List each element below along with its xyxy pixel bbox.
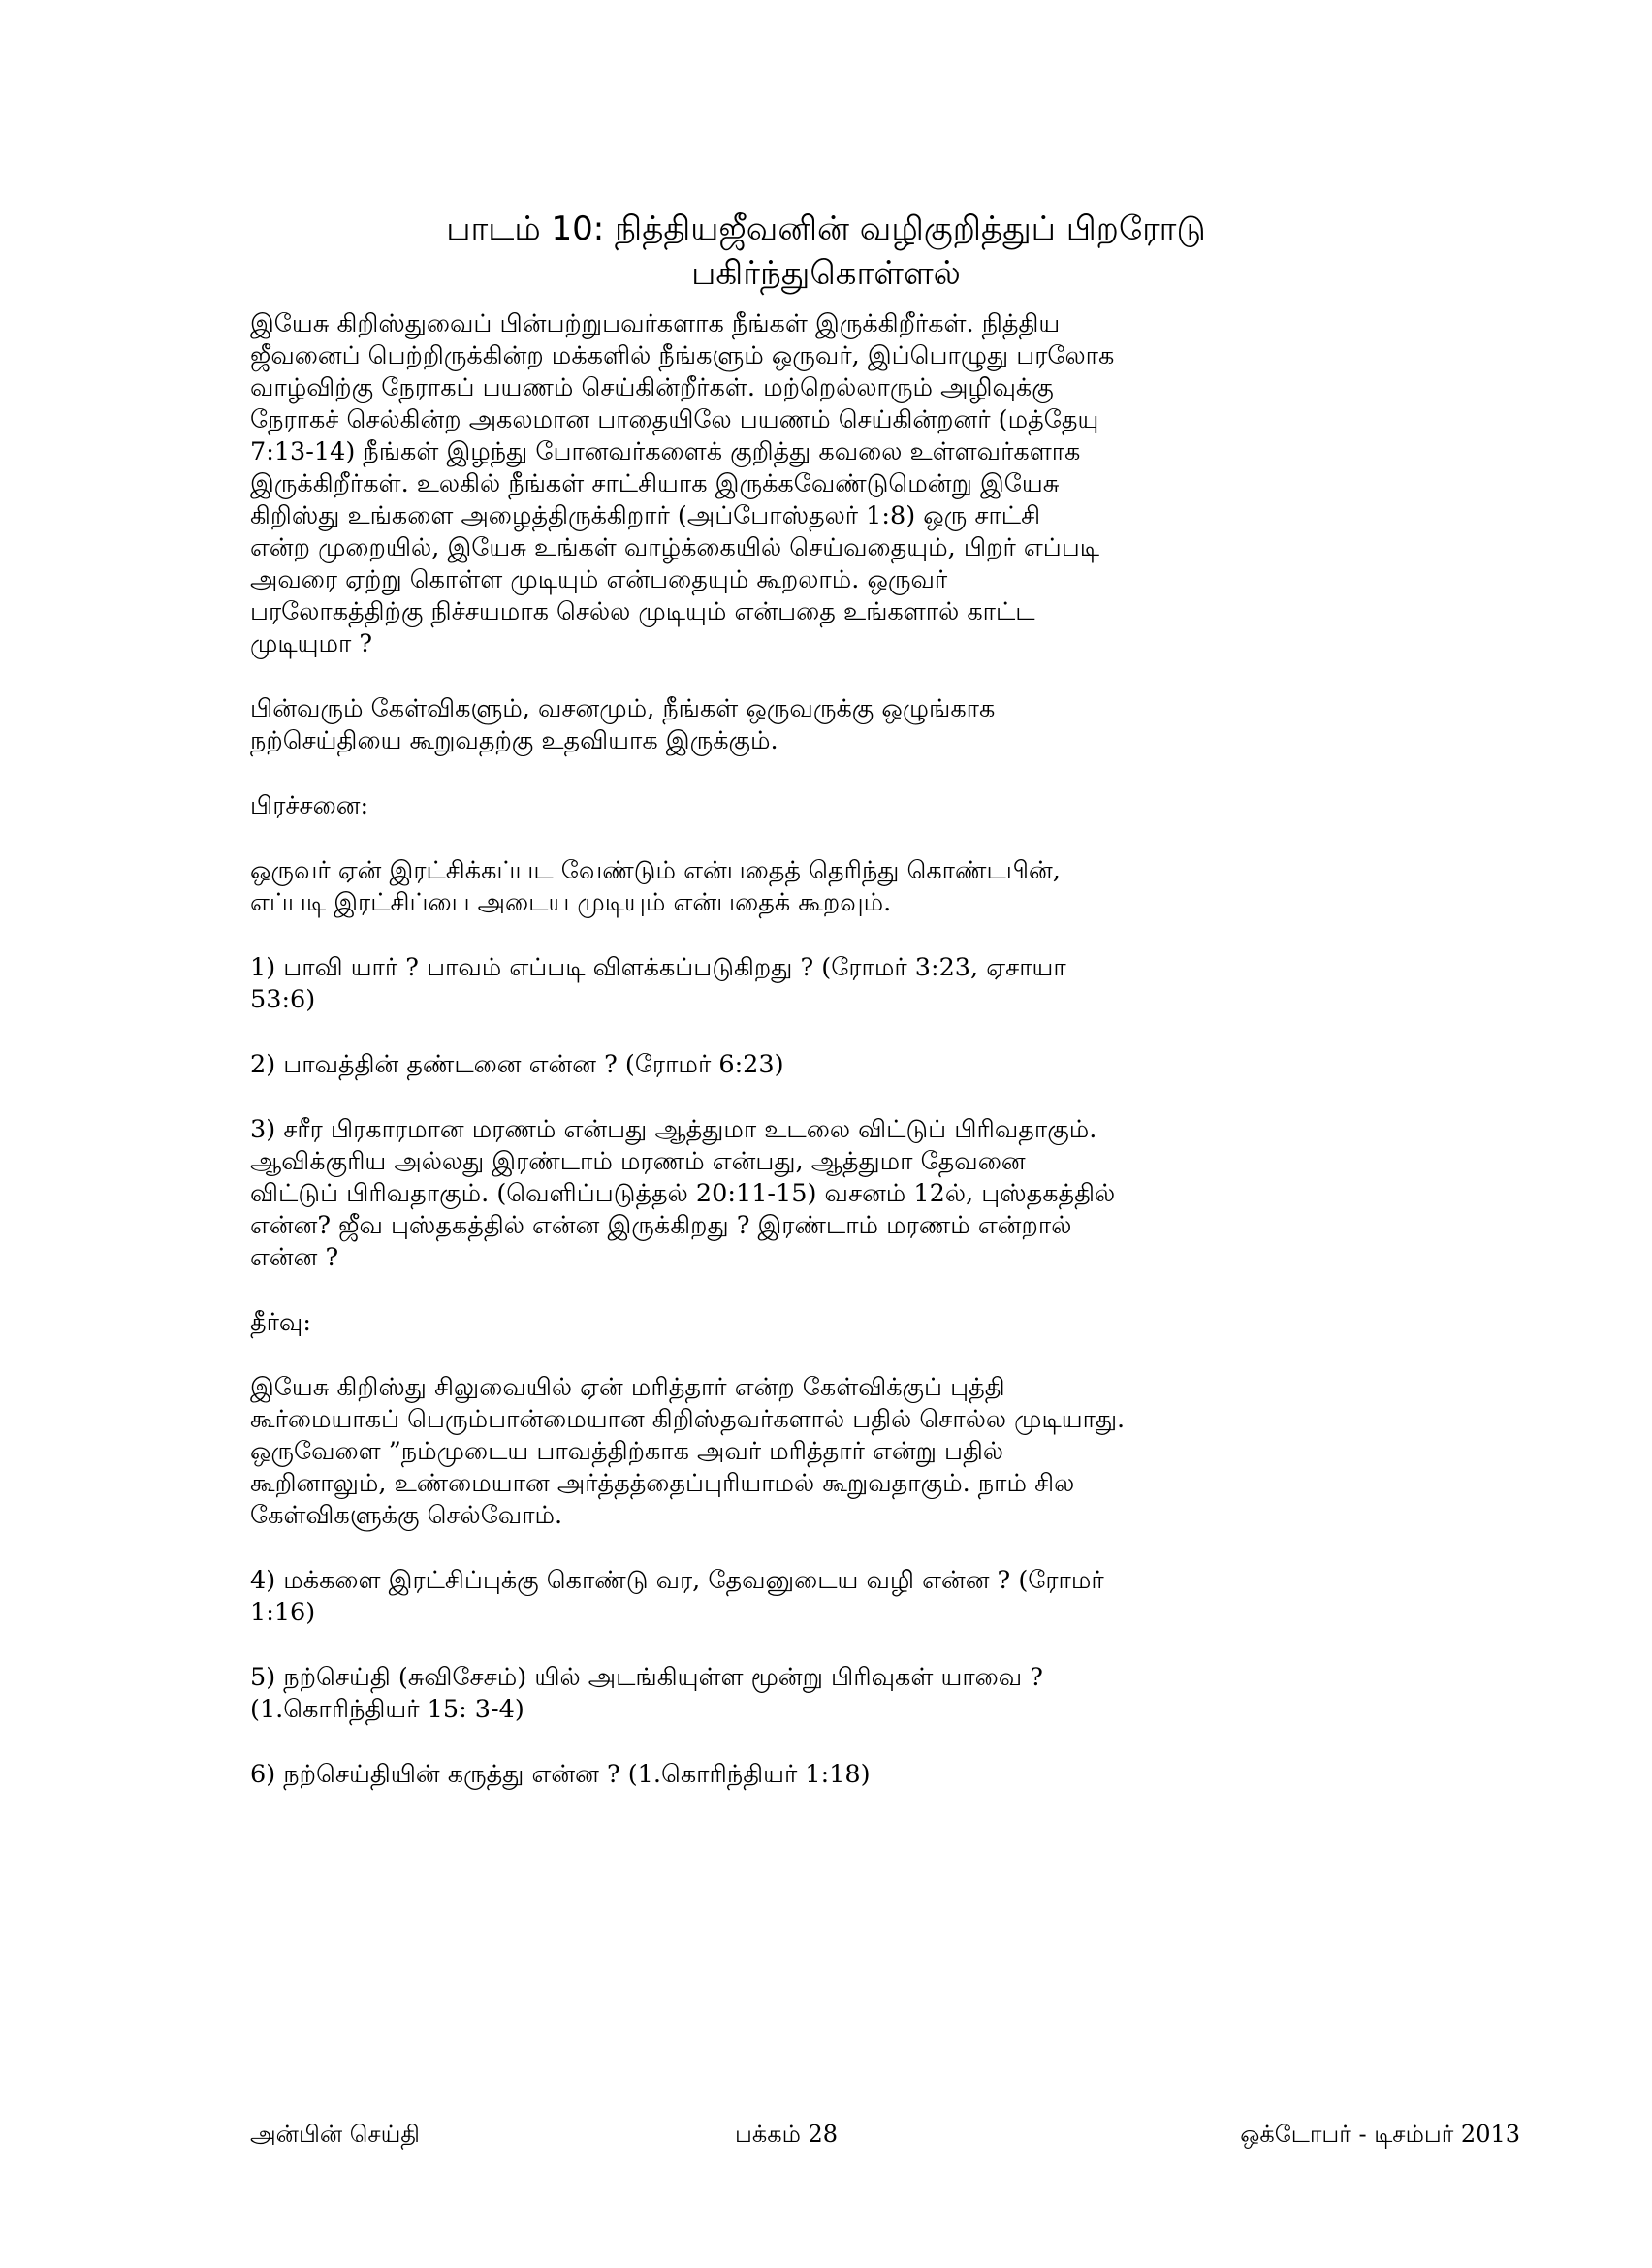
page-title bbox=[194, 207, 1458, 296]
solution-heading: தீர்வு: bbox=[250, 1308, 311, 1337]
problem-paragraph: ஒருவர் ஏன் இரட்சிக்கப்பட வேண்டும் என்பதைத் தெரிந்து கொண்டபின், எப்படி இரட்சிப்பை அடைய முடியும் என்பதைக் கூறவும். bbox=[250, 856, 1061, 917]
question-2: 2) பாவத்தின் தண்டனை என்ன ? (ரோமர் 6:23) bbox=[250, 1050, 784, 1079]
intro-paragraph: இயேசு கிறிஸ்துவைப் பின்பற்றுபவர்களாக நீங்கள் இருக்கிறீர்கள். நித்திய ஜீவனைப் பெற்றிருக்கின்ற மக்களில் நீங்களும் ஒருவர், இப்பொழுது பரலோக வாழ்விற்கு நேராகப் பயணம் செய்கின்றீர்கள். மற்றெல்லாரும் அழிவுக்கு நேராகச் செல்கின்ற அகலமான பாதையிலே பயணம் செய்கின்றனர் (மத்தேயு 7:13-14) நீங்கள் இழந்து போனவர்களைக் குறித்து கவலை உள்ளவர்களாக இருக்கிறீர்கள். உலகில் நீங்கள் சாட்சியாக இருக்கவேண்டுமென்று இயேசு கிறிஸ்து உங்களை அழைத்திருக்கிறார் (அப்போஸ்தலர் 1:8) ஒரு சாட்சி என்ற முறையில், இயேசு உங்கள் வாழ்க்கையில் செய்வதையும், பிறர் எப்படி அவரை ஏற்று கொள்ள முடியும் என்பதையும் கூறலாம். ஒருவர் பரலோகத்திற்கு நிச்சயமாக செல்ல முடியும் என்பதை உங்களால் காட்ட முடியுமா ? bbox=[250, 309, 1115, 658]
question-1: 1) பாவி யார் ? பாவம் எப்படி விளக்கப்படுகிறது ? (ரோமர் 3:23, ஏசாயா 53:6) bbox=[250, 953, 1066, 1014]
solution-paragraph: இயேசு கிறிஸ்து சிலுவையில் ஏன் மரித்தார் என்ற கேள்விக்குப் புத்தி கூர்மையாகப் பெரும்பான்மையான கிறிஸ்தவர்களால் பதில் சொல்ல முடியாது. ஒருவேளை ”நம்முடைய பாவத்திற்காக அவர் மரித்தார் என்று பதில் கூறினாலும், உண்மையான அர்த்தத்தைப்புரியாமல் கூறுவதாகும். நாம் சில கேள்விகளுக்கு செல்வோம். bbox=[250, 1373, 1126, 1530]
footer-issue-date: ஒக்டோபர் - டிசம்பர் 2013 bbox=[1240, 2121, 1520, 2148]
question-6: 6) நற்செய்தியின் கருத்து என்ன ? (1.கொரிந்தியர் 1:18) bbox=[250, 1760, 871, 1789]
problem-heading: பிரச்சனை: bbox=[250, 791, 369, 820]
question-3: 3) சரீர பிரகாரமான மரணம் என்பது ஆத்துமா உடலை விட்டுப் பிரிவதாகும். ஆவிக்குரிய அல்லது இரண்டாம் மரணம் என்பது, ஆத்துமா தேவனை விட்டுப் பிரிவதாகும். (வெளிப்படுத்தல் 20:11-15) வசனம் 12ல், புஸ்தகத்தில் என்ன? ஜீவ புஸ்தகத்தில் என்ன இருக்கிறது ? இரண்டாம் மரணம் என்றால் என்ன ? bbox=[250, 1115, 1116, 1272]
footer-page-number: பக்கம் 28 bbox=[735, 2121, 839, 2148]
title-line-1: பாடம் 10: நித்தியஜீவனின் வழிகுறித்துப் பிறரோடு bbox=[446, 208, 1206, 248]
footer-publication: அன்பின் செய்தி bbox=[250, 2121, 420, 2148]
followup-paragraph: பின்வரும் கேள்விகளும், வசனமும், நீங்கள் ஒருவருக்கு ஒழுங்காக நற்செய்தியை கூறுவதற்கு உதவியாக இருக்கும். bbox=[250, 694, 996, 755]
title-line-2: பகிர்ந்துகொள்ளல் bbox=[691, 253, 961, 293]
question-5: 5) நற்செய்தி (சுவிசேசம்) யில் அடங்கியுள்ள மூன்று பிரிவுகள் யாவை ? (1.கொரிந்தியர் 15: 3-4) bbox=[250, 1663, 1043, 1724]
document-body bbox=[250, 308, 1419, 1824]
question-4: 4) மக்களை இரட்சிப்புக்கு கொண்டு வர, தேவனுடைய வழி என்ன ? (ரோமர் 1:16) bbox=[250, 1566, 1104, 1627]
